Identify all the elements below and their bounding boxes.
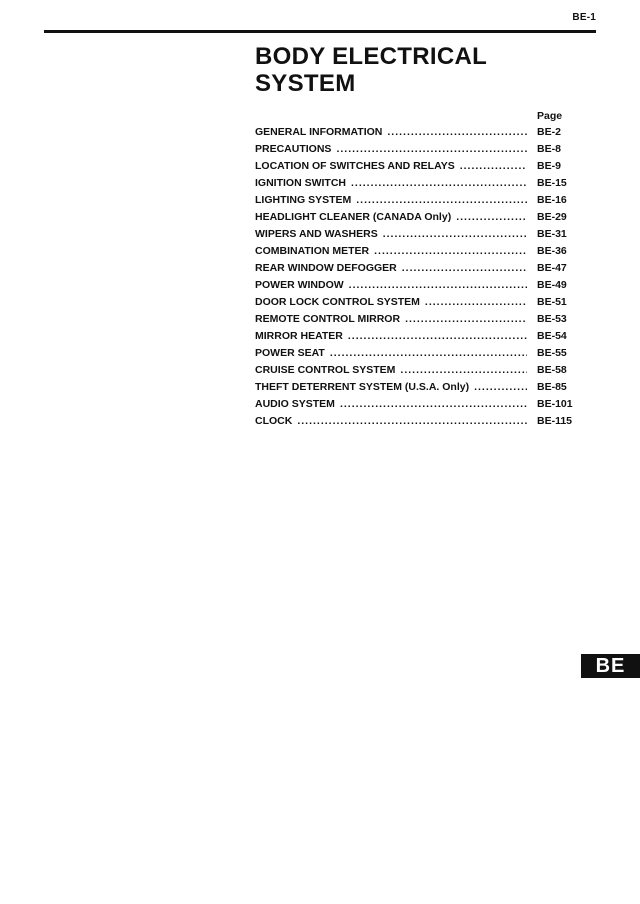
toc-entry-title-group <box>255 177 527 189</box>
toc-entry-page: BE-55 <box>537 347 567 359</box>
toc-entry-page: BE-51 <box>537 296 567 308</box>
toc-entry-title: PRECAUTIONS <box>255 143 332 155</box>
header-rule <box>44 30 596 33</box>
toc-entry-page: BE-16 <box>537 194 567 206</box>
toc-entry-title-group <box>255 381 527 393</box>
toc-entry-page: BE-58 <box>537 364 567 376</box>
toc-entry-title-group <box>255 415 527 427</box>
toc-entry-title-group <box>255 143 527 155</box>
toc-entry-title: COMBINATION METER <box>255 245 370 257</box>
toc-leader-dots <box>425 296 527 308</box>
toc-entry[interactable] <box>255 330 585 347</box>
toc-leader-dots <box>374 245 527 257</box>
toc-entry-title: CLOCK <box>255 415 293 427</box>
toc-leader-dots <box>349 279 527 291</box>
toc-entry[interactable] <box>255 279 585 296</box>
toc-entry[interactable] <box>255 296 585 313</box>
section-title <box>255 43 585 97</box>
toc-entry-title-group <box>255 126 527 138</box>
toc-entry-title-group <box>255 262 527 274</box>
toc-leader-dots <box>336 143 527 155</box>
toc-entry-page: BE-49 <box>537 279 567 291</box>
toc-entry-title: GENERAL INFORMATION <box>255 126 383 138</box>
toc-entry-page: BE-8 <box>537 143 561 155</box>
toc-entry-title: DOOR LOCK CONTROL SYSTEM <box>255 296 420 308</box>
toc-leader-dots <box>402 262 527 274</box>
toc-leader-dots <box>400 364 527 376</box>
toc-entry-title: POWER SEAT <box>255 347 325 359</box>
toc-leader-dots <box>460 160 527 172</box>
section-title-line-1: BODY ELECTRICAL <box>255 43 488 70</box>
toc-entry-page: BE-15 <box>537 177 567 189</box>
toc-entry[interactable] <box>255 313 585 330</box>
toc-page-column-heading: Page <box>537 110 563 122</box>
toc-entry-title: MIRROR HEATER <box>255 330 343 342</box>
toc-leader-dots <box>297 415 527 427</box>
toc-leader-dots <box>340 398 527 410</box>
toc-leader-dots <box>356 194 527 206</box>
toc-entry-title-group <box>255 364 527 376</box>
toc-entry-page: BE-36 <box>537 245 567 257</box>
toc-entry-title: LOCATION OF SWITCHES AND RELAYS <box>255 160 455 172</box>
toc-entry[interactable] <box>255 245 585 262</box>
toc-entry-title-group <box>255 313 527 325</box>
toc-leader-dots <box>348 330 527 342</box>
toc-entry-title-group <box>255 330 527 342</box>
toc-entry[interactable] <box>255 398 585 415</box>
toc-entry[interactable] <box>255 211 585 228</box>
toc-entry-title-group <box>255 211 527 223</box>
toc-entry-page: BE-54 <box>537 330 567 342</box>
toc-entry-title-group <box>255 279 527 291</box>
table-of-contents <box>255 126 585 432</box>
toc-entry[interactable] <box>255 262 585 279</box>
toc-leader-dots <box>351 177 527 189</box>
toc-leader-dots <box>330 347 527 359</box>
toc-entry-page: BE-85 <box>537 381 567 393</box>
toc-entry-title-group <box>255 160 527 172</box>
toc-entry-title: IGNITION SWITCH <box>255 177 346 189</box>
toc-entry-title: THEFT DETERRENT SYSTEM (U.S.A. Only) <box>255 381 470 393</box>
toc-entry-title: LIGHTING SYSTEM <box>255 194 352 206</box>
toc-entry-title-group <box>255 245 527 257</box>
toc-leader-dots <box>383 228 527 240</box>
toc-entry-title-group <box>255 194 527 206</box>
toc-entry[interactable] <box>255 194 585 211</box>
toc-entry-title: HEADLIGHT CLEANER (CANADA Only) <box>255 211 452 223</box>
toc-entry-page: BE-115 <box>537 415 573 427</box>
toc-entry-title-group <box>255 296 527 308</box>
toc-entry-page: BE-53 <box>537 313 567 325</box>
toc-leader-dots <box>387 126 527 138</box>
toc-entry[interactable] <box>255 347 585 364</box>
toc-entry[interactable] <box>255 415 585 432</box>
toc-entry-page: BE-9 <box>537 160 561 172</box>
section-title-line-2: SYSTEM <box>255 70 356 97</box>
toc-entry-title: AUDIO SYSTEM <box>255 398 335 410</box>
toc-entry-title: WIPERS AND WASHERS <box>255 228 378 240</box>
toc-entry-page: BE-29 <box>537 211 567 223</box>
toc-entry-title: REMOTE CONTROL MIRROR <box>255 313 401 325</box>
toc-entry-page: BE-31 <box>537 228 567 240</box>
toc-entry[interactable] <box>255 160 585 177</box>
toc-entry[interactable] <box>255 177 585 194</box>
page-number: BE-1 <box>572 12 596 23</box>
toc-leader-dots <box>456 211 527 223</box>
toc-leader-dots <box>405 313 527 325</box>
toc-entry-title-group <box>255 228 527 240</box>
toc-leader-dots <box>474 381 527 393</box>
toc-entry-page: BE-2 <box>537 126 561 138</box>
toc-entry-title: POWER WINDOW <box>255 279 344 291</box>
toc-entry[interactable] <box>255 228 585 245</box>
toc-entry[interactable] <box>255 126 585 143</box>
toc-entry[interactable] <box>255 381 585 398</box>
toc-entry[interactable] <box>255 143 585 160</box>
toc-entry-page: BE-101 <box>537 398 573 410</box>
toc-entry[interactable] <box>255 364 585 381</box>
toc-entry-title: REAR WINDOW DEFOGGER <box>255 262 397 274</box>
toc-entry-page: BE-47 <box>537 262 567 274</box>
toc-entry-title-group <box>255 347 527 359</box>
toc-entry-title-group <box>255 398 527 410</box>
section-tab-badge: BE <box>581 654 640 678</box>
toc-entry-title: CRUISE CONTROL SYSTEM <box>255 364 396 376</box>
